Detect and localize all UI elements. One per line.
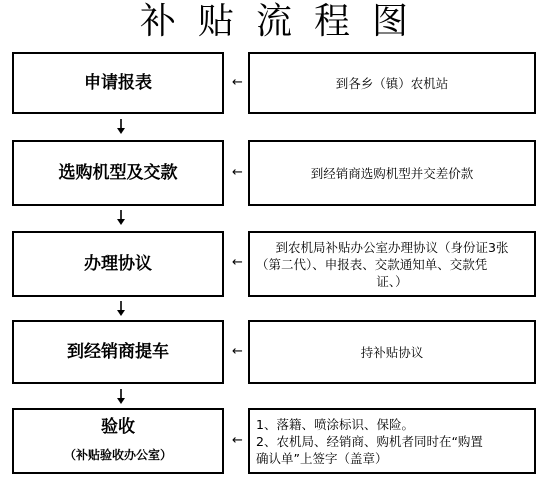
note-line: 确认单”上签字（盖章）: [256, 450, 388, 466]
step-label: 选购机型及交款: [58, 163, 178, 183]
step-note: [248, 140, 536, 206]
down-arrow-icon: [116, 210, 126, 226]
down-arrow-icon: [116, 301, 126, 317]
step-label: 申请报表: [84, 73, 152, 93]
note-line: 2、农机局、经销商、购机者同时在“购置: [256, 433, 483, 449]
down-arrow-icon: [116, 119, 126, 135]
step-note: [248, 52, 536, 114]
left-arrow-icon: ←: [232, 255, 243, 270]
note-line: 证、）: [376, 273, 408, 289]
note-line: 1、落籍、喷涂标识、保险。: [256, 416, 414, 432]
page-title: 补贴流程图: [139, 1, 430, 42]
note-line: 到各乡（镇）农机站: [335, 75, 449, 91]
step-agreement: [12, 231, 224, 297]
step-label: 到经销商提车: [67, 342, 169, 362]
step-sublabel: （补贴验收办公室）: [63, 448, 172, 462]
step-inspection: [12, 408, 224, 474]
step-label: 验收: [101, 417, 135, 437]
left-arrow-icon: ←: [232, 344, 243, 359]
step-apply-form: [12, 52, 224, 114]
step-note: [248, 408, 536, 474]
step-note: [248, 320, 536, 384]
step-pickup: [12, 320, 224, 384]
left-arrow-icon: ←: [232, 433, 243, 448]
step-label: 办理协议: [84, 254, 152, 274]
step-note: [248, 231, 536, 297]
note-line: 到经销商选购机型并交差价款: [310, 165, 474, 181]
note-line: 到农机局补贴办公室办理协议（身份证3张: [275, 239, 509, 255]
left-arrow-icon: ←: [232, 165, 243, 180]
step-purchase-model: [12, 140, 224, 206]
left-arrow-icon: ←: [232, 75, 243, 90]
note-line: 持补贴协议: [360, 344, 424, 360]
down-arrow-icon: [116, 389, 126, 405]
note-line: （第二代）、申报表、交款通知单、交款凭: [256, 256, 488, 272]
